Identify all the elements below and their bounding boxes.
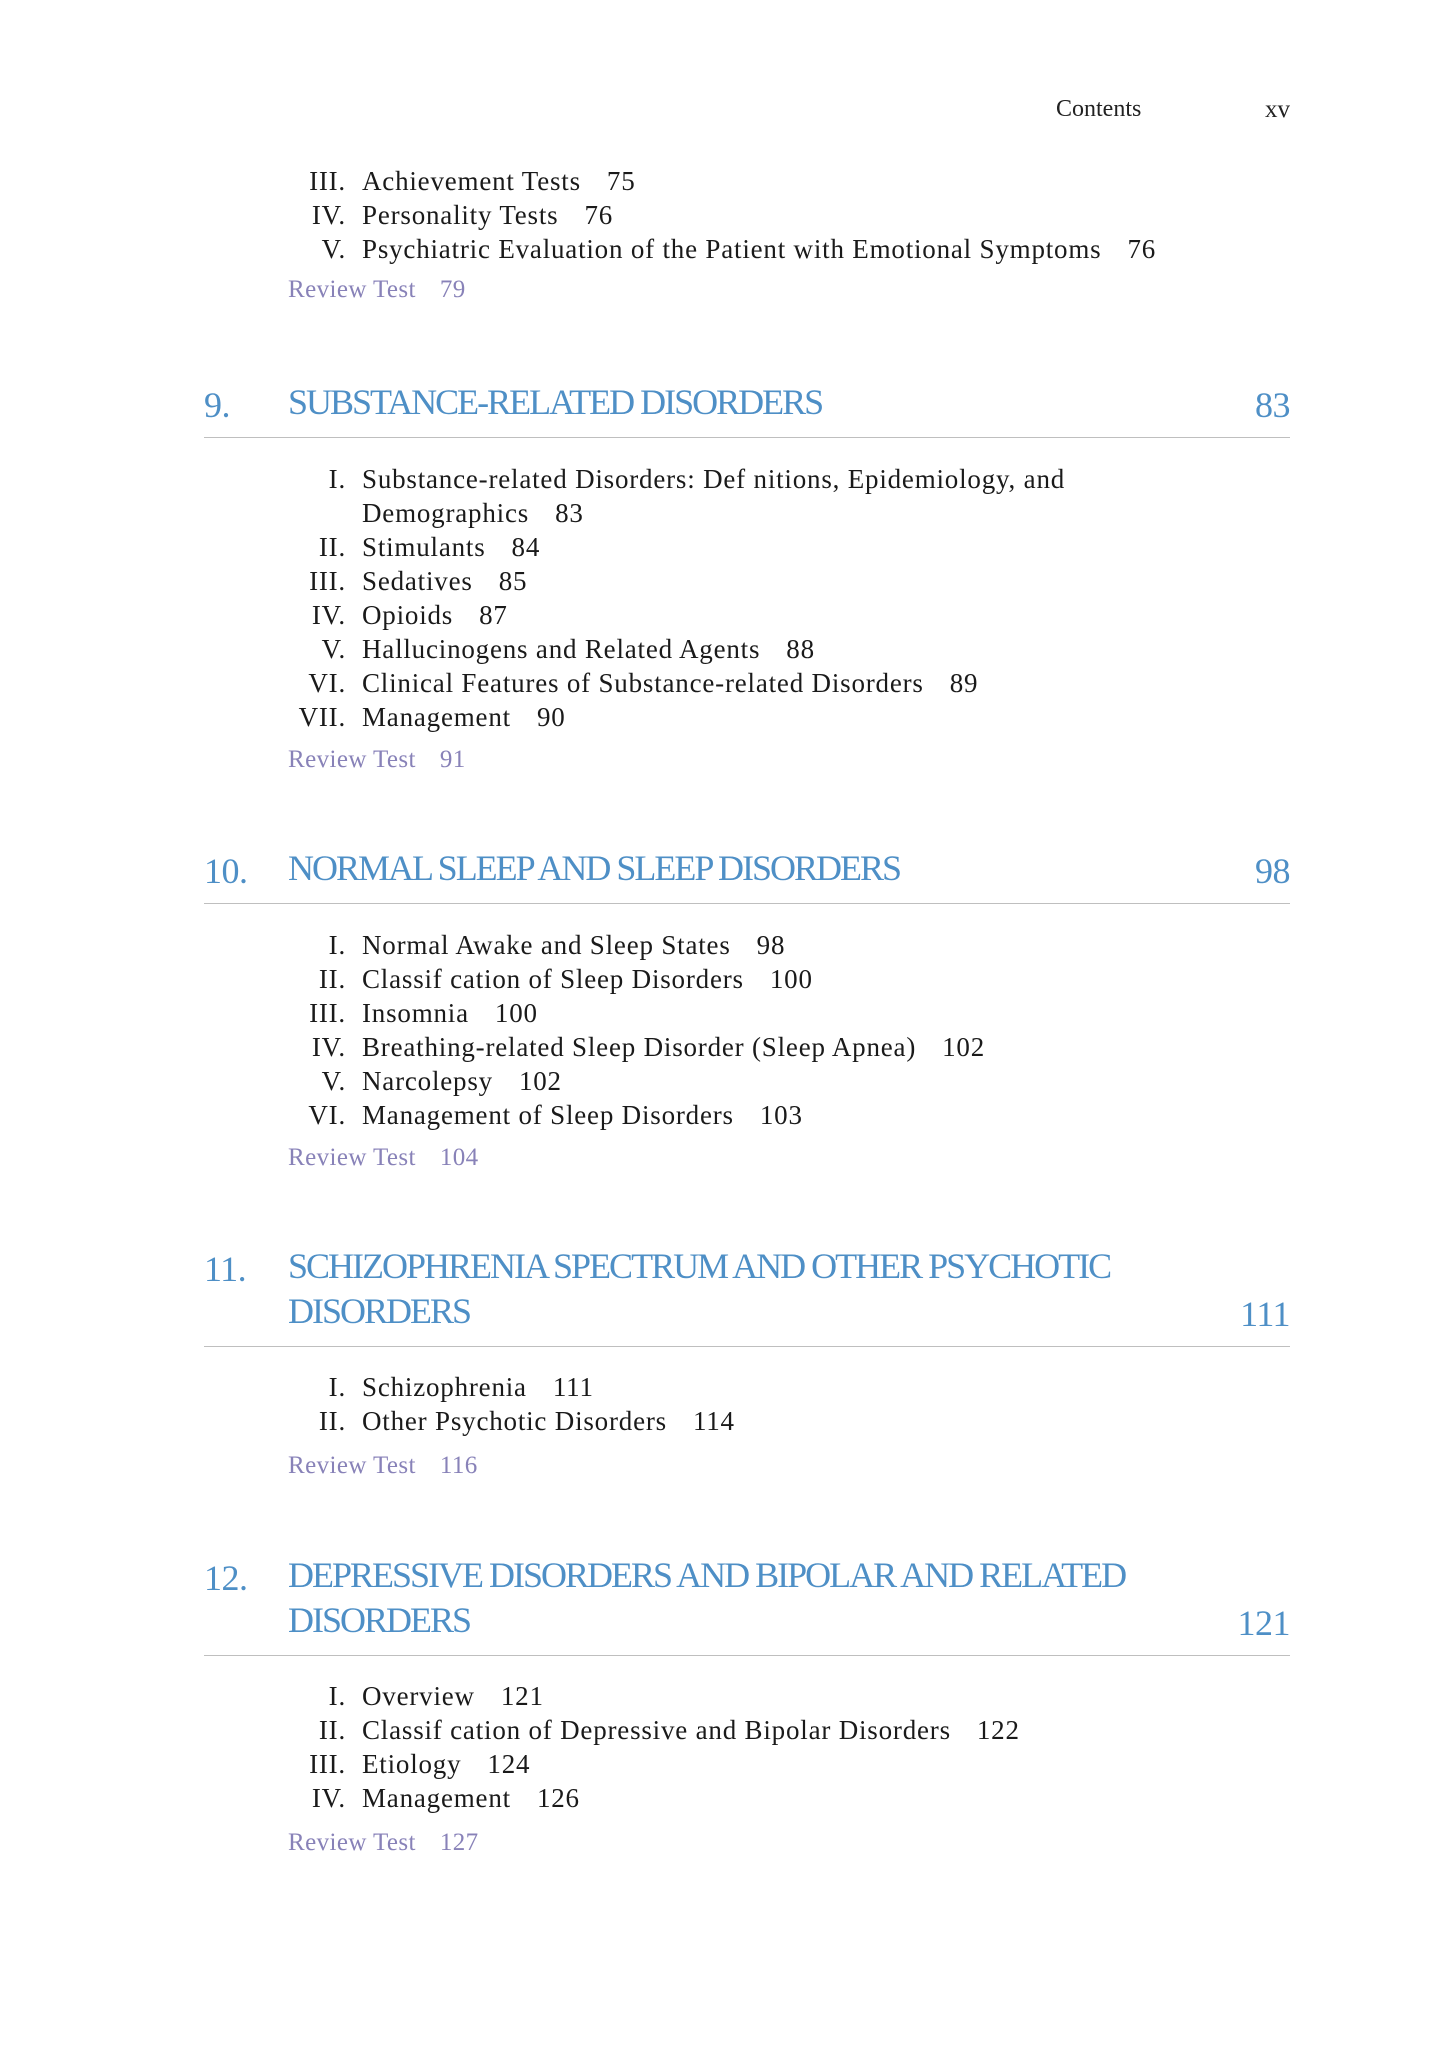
entry-page: 121 bbox=[500, 1681, 544, 1711]
entry-title: Overview bbox=[362, 1681, 475, 1711]
entry-title: Clinical Features of Substance-related Disorders bbox=[362, 668, 924, 698]
review-test-label: Review Test bbox=[288, 1452, 416, 1479]
entry-number: III. bbox=[309, 998, 346, 1028]
entry-number: III. bbox=[309, 566, 346, 596]
entry-title: Stimulants bbox=[362, 532, 486, 562]
entry-page: 122 bbox=[976, 1715, 1020, 1745]
review-test-label: Review Test bbox=[288, 276, 416, 303]
entry-number: II. bbox=[318, 532, 346, 562]
chapter-title[interactable] bbox=[288, 1553, 1125, 1643]
chapter-title[interactable] bbox=[288, 846, 900, 891]
entry-page: 114 bbox=[692, 1406, 735, 1436]
entry-page: 83 bbox=[555, 498, 584, 528]
entry-number: II. bbox=[318, 964, 346, 994]
entry-title: Management bbox=[362, 702, 511, 732]
entry-title: Hallucinogens and Related Agents bbox=[362, 634, 761, 664]
entry-page: 126 bbox=[536, 1783, 580, 1813]
entry-title: Opioids bbox=[362, 600, 454, 630]
entry-title: Other Psychotic Disorders bbox=[362, 1406, 667, 1436]
chapter-page: 121 bbox=[1237, 1603, 1290, 1643]
review-test-link[interactable] bbox=[288, 1144, 479, 1172]
chapter-page: 111 bbox=[1240, 1294, 1290, 1334]
review-test-page: 79 bbox=[439, 276, 466, 303]
entry-number: III. bbox=[309, 1749, 346, 1779]
chapter-title-line: SUBSTANCE-RELATED DISORDERS bbox=[288, 382, 823, 422]
entry-number: V. bbox=[321, 1066, 346, 1096]
review-test-page: 116 bbox=[439, 1452, 478, 1479]
entry-number: IV. bbox=[311, 1032, 346, 1062]
chapter-title[interactable] bbox=[288, 380, 822, 425]
chapter-page: 98 bbox=[1255, 851, 1290, 891]
entry-title: Classif cation of Depressive and Bipolar Disorders bbox=[362, 1715, 951, 1745]
review-test-page: 127 bbox=[439, 1829, 479, 1856]
running-head-page-number: xv bbox=[1265, 96, 1290, 123]
entry-number: III. bbox=[309, 166, 346, 196]
entry-page: 88 bbox=[786, 634, 815, 664]
entry-page: 100 bbox=[494, 998, 538, 1028]
chapter-title[interactable] bbox=[288, 1244, 1110, 1334]
entry-page: 102 bbox=[518, 1066, 562, 1096]
entry-title: Management of Sleep Disorders bbox=[362, 1100, 734, 1130]
chapter-title-line: DEPRESSIVE DISORDERS AND BIPOLAR AND RELATED bbox=[288, 1555, 1126, 1595]
chapter-number: 11. bbox=[204, 1249, 247, 1289]
chapter-divider bbox=[204, 903, 1290, 904]
review-test-link[interactable] bbox=[288, 1829, 479, 1857]
review-test-link[interactable] bbox=[288, 746, 466, 774]
entry-number: VI. bbox=[308, 668, 346, 698]
entry-page: 111 bbox=[552, 1372, 594, 1402]
entry-number: II. bbox=[318, 1406, 346, 1436]
entry-number: V. bbox=[321, 234, 346, 264]
entry-page: 103 bbox=[759, 1100, 803, 1130]
entry-title: Etiology bbox=[362, 1749, 462, 1779]
chapter-divider bbox=[204, 1655, 1290, 1656]
review-test-page: 91 bbox=[439, 746, 466, 773]
entry-title: Normal Awake and Sleep States bbox=[362, 930, 731, 960]
entry-title: Insomnia bbox=[362, 998, 469, 1028]
entry-number: VI. bbox=[308, 1100, 346, 1130]
chapter-title-line: SCHIZOPHRENIA SPECTRUM AND OTHER PSYCHOTIC bbox=[288, 1246, 1111, 1286]
entry-number: VII. bbox=[298, 702, 346, 732]
chapter-title-line: DISORDERS bbox=[288, 1291, 471, 1331]
entry-title: Achievement Tests bbox=[362, 166, 581, 196]
entry-title: Management bbox=[362, 1783, 511, 1813]
entry-number: I. bbox=[328, 464, 346, 494]
chapter-number: 10. bbox=[204, 851, 248, 891]
chapter-title-line: NORMAL SLEEP AND SLEEP DISORDERS bbox=[288, 848, 901, 888]
entry-title: Psychiatric Evaluation of the Patient with Emotional Symptoms bbox=[362, 234, 1102, 264]
entry-page: 98 bbox=[756, 930, 786, 960]
running-head-label: Contents bbox=[1056, 96, 1142, 122]
entry-number: IV. bbox=[311, 600, 346, 630]
review-test-label: Review Test bbox=[288, 1144, 416, 1171]
chapter-divider bbox=[204, 1346, 1290, 1347]
entry-page: 84 bbox=[511, 532, 541, 562]
entry-title-continued: Demographics bbox=[362, 498, 530, 528]
entry-page: 75 bbox=[606, 166, 636, 196]
entry-number: I. bbox=[328, 1372, 346, 1402]
review-test-link[interactable] bbox=[288, 1452, 478, 1480]
review-test-page: 104 bbox=[439, 1144, 479, 1171]
entry-page: 124 bbox=[487, 1749, 531, 1779]
entry-page: 102 bbox=[942, 1032, 986, 1062]
entry-title: Substance-related Disorders: Def nitions, Epidemiology, and bbox=[362, 464, 1066, 494]
entry-title: Schizophrenia bbox=[362, 1372, 527, 1402]
entry-number: IV. bbox=[311, 1783, 346, 1813]
entry-page: 85 bbox=[498, 566, 528, 596]
entry-page: 100 bbox=[769, 964, 813, 994]
entry-number: V. bbox=[321, 634, 346, 664]
entry-title: Breathing-related Sleep Disorder (Sleep Apnea) bbox=[362, 1032, 917, 1062]
entry-title: Classif cation of Sleep Disorders bbox=[362, 964, 744, 994]
entry-page: 89 bbox=[949, 668, 979, 698]
entry-page: 87 bbox=[479, 600, 508, 630]
chapter-page: 83 bbox=[1255, 385, 1290, 425]
review-test-label: Review Test bbox=[288, 1829, 416, 1856]
chapter-title-line: DISORDERS bbox=[288, 1600, 471, 1640]
entry-page: 76 bbox=[584, 200, 614, 230]
entry-title: Sedatives bbox=[362, 566, 473, 596]
entry-number: II. bbox=[318, 1715, 346, 1745]
entry-page: 90 bbox=[536, 702, 566, 732]
review-test-link[interactable] bbox=[288, 276, 466, 304]
chapter-number: 12. bbox=[204, 1558, 248, 1598]
review-test-label: Review Test bbox=[288, 746, 416, 773]
entry-title: Personality Tests bbox=[362, 200, 559, 230]
entry-number: I. bbox=[328, 1681, 346, 1711]
entry-number: I. bbox=[328, 930, 346, 960]
entry-number: IV. bbox=[311, 200, 346, 230]
chapter-number: 9. bbox=[204, 385, 230, 425]
entry-page: 76 bbox=[1127, 234, 1157, 264]
chapter-divider bbox=[204, 437, 1290, 438]
entry-title: Narcolepsy bbox=[362, 1066, 493, 1096]
